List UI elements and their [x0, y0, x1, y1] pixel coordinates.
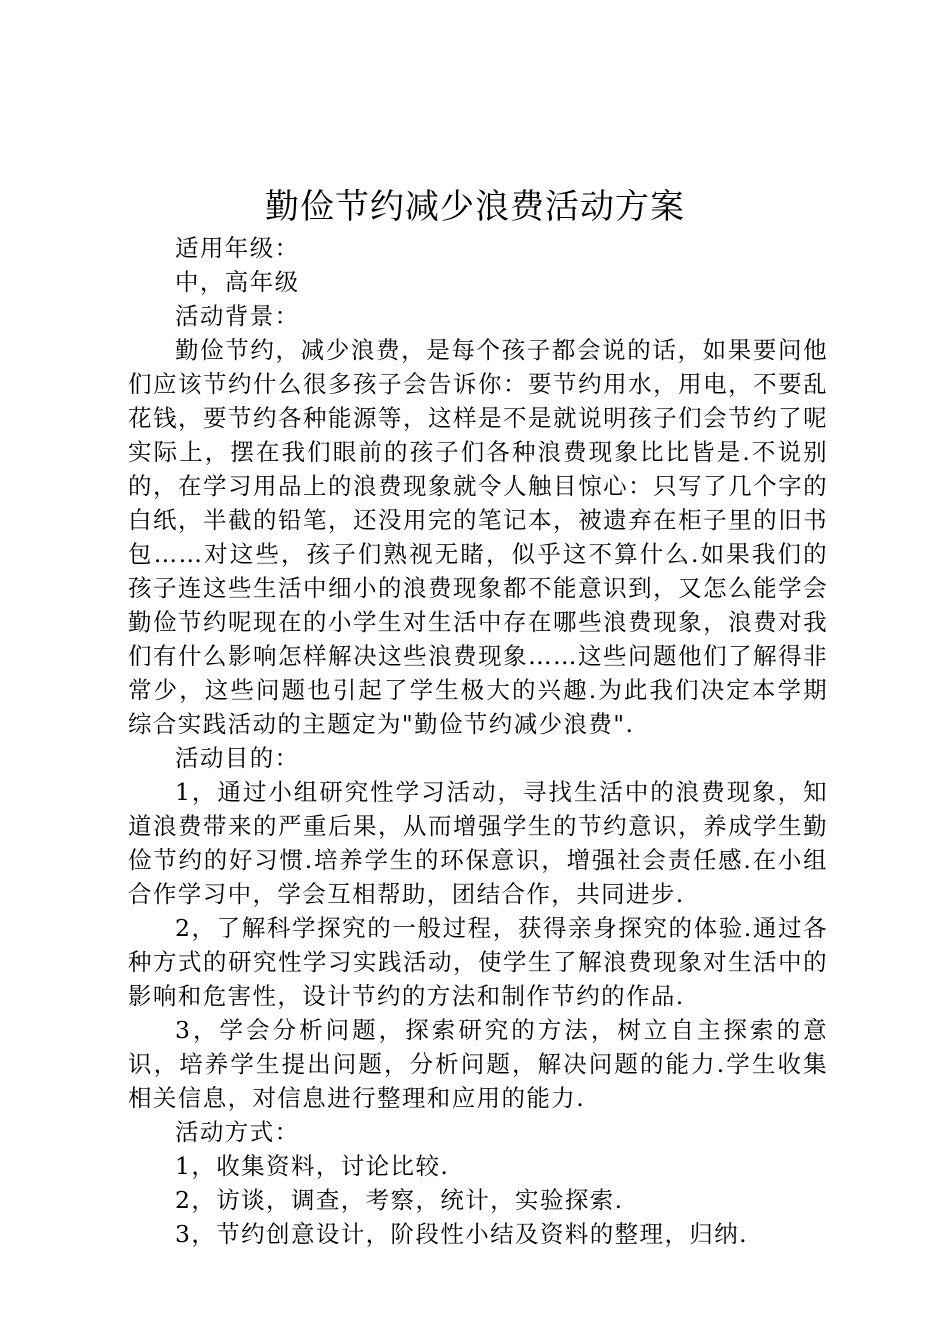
purpose-item-1: 1，通过小组研究性学习活动，寻找生活中的浪费现象，知道浪费带来的严重后果，从而增强学生的节约意识，养成学生勤俭节约的好习惯.培养学生的环保意识，增强社会责任感.在小组合作学习中，学会互相帮助，团结合作，共同进步.	[128, 778, 828, 908]
method-item-3: 3，节约创意设计，阶段性小结及资料的整理，归纳.	[175, 1220, 749, 1248]
label-background: 活动背景：	[175, 302, 300, 330]
background-paragraph: 勤俭节约，减少浪费，是每个孩子都会说的话，如果要问他们应该节约什么很多孩子会告诉你：要节约用水，用电，不要乱花钱，要节约各种能源等，这样是不是就说明孩子们会节约了呢实际上，摆在我们眼前的孩子们各种浪费现象比比皆是.不说别的，在学习用品上的浪费现象就令人触目惊心：只写了几个字的白纸，半截的铅笔，还没用完的笔记本，被遗弃在柜子里的旧书包……对这些，孩子们熟视无睹，似乎这不算什么.如果我们的孩子连这些生活中细小的浪费现象都不能意识到，又怎么能学会勤俭节约呢现在的小学生对生活中存在哪些浪费现象，浪费对我们有什么影响怎样解决这些浪费现象……这些问题他们了解得非常少，这些问题也引起了学生极大的兴趣.为此我们决定本学期综合实践活动的主题定为"勤俭节约减少浪费".	[128, 336, 828, 738]
document-title: 勤俭节约减少浪费活动方案	[265, 187, 685, 227]
method-item-2: 2，访谈，调查，考察，统计，实验探索.	[175, 1186, 624, 1214]
document-body	[128, 231, 828, 1251]
label-grade: 适用年级：	[175, 234, 300, 262]
label-purpose: 活动目的：	[175, 744, 300, 772]
purpose-item-3: 3，学会分析问题，探索研究的方法，树立自主探索的意识，培养学生提出问题，分析问题，解决问题的能力.学生收集相关信息，对信息进行整理和应用的能力.	[128, 1016, 828, 1112]
label-method: 活动方式：	[175, 1118, 300, 1146]
grade-value: 中，高年级	[175, 268, 300, 296]
purpose-item-2: 2，了解科学探究的一般过程，获得亲身探究的体验.通过各种方式的研究性学习实践活动，使学生了解浪费现象对生活中的影响和危害性，设计节约的方法和制作节约的作品.	[128, 914, 828, 1010]
method-item-1: 1，收集资料，讨论比较.	[175, 1152, 450, 1180]
